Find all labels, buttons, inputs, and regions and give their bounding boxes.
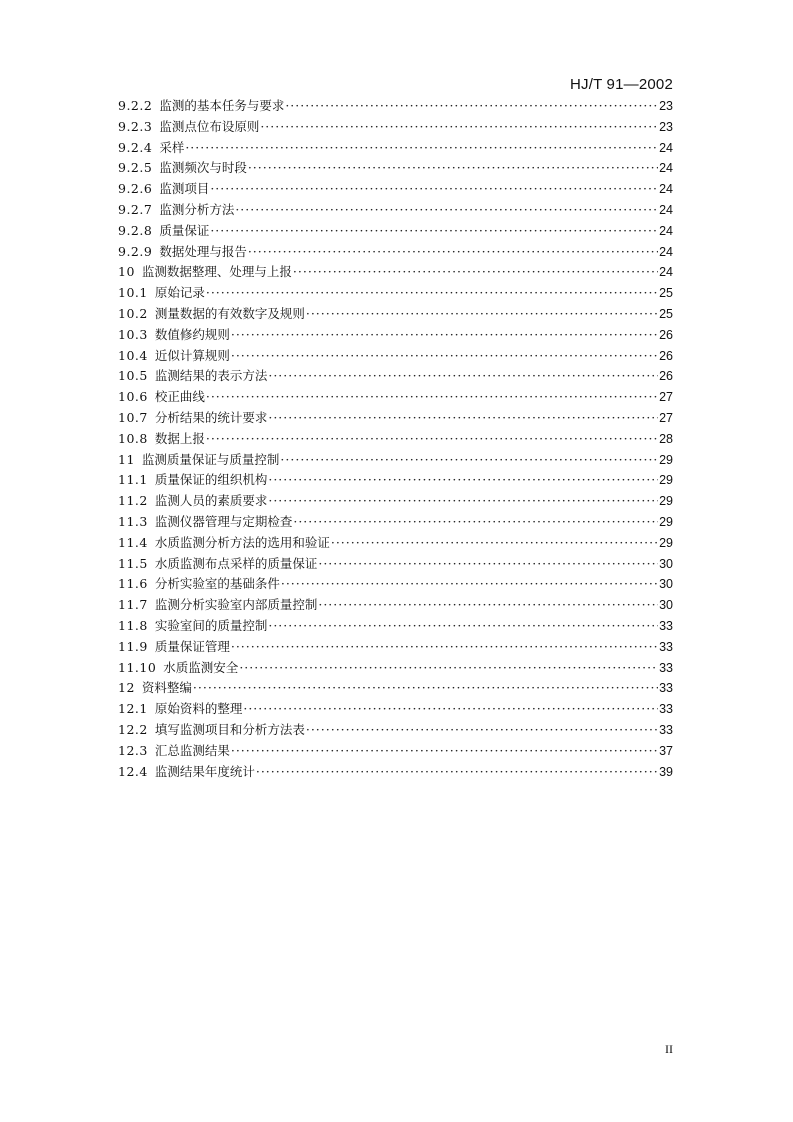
toc-entry-number: 9.2.9 <box>118 243 153 259</box>
toc-entry-title: 测量数据的有效数字及规则 <box>154 305 305 321</box>
toc-entry-title: 监测的基本任务与要求 <box>159 98 285 113</box>
toc-dot-leader <box>206 387 658 408</box>
toc-entry-number: 10.4 <box>118 347 148 363</box>
toc-entry-number: 12.1 <box>118 701 148 717</box>
toc-entry-page: 28 <box>659 431 673 446</box>
toc-entry-number: 11.8 <box>118 617 148 633</box>
toc-entry-number: 11.3 <box>118 513 148 529</box>
toc-entry-title: 分析实验室的基础条件 <box>154 576 280 592</box>
toc-entry-page: 24 <box>659 161 673 176</box>
toc-entry-page: 24 <box>659 265 673 280</box>
toc-entry[interactable] <box>118 637 673 658</box>
toc-entry-number: 12.4 <box>118 763 148 779</box>
toc-entry-number: 11.1 <box>118 472 148 488</box>
toc-entry-title: 汇总监测结果 <box>154 742 230 758</box>
toc-entry[interactable] <box>118 200 673 221</box>
toc-entry-title: 水质监测安全 <box>163 659 239 675</box>
toc-entry-number: 11.7 <box>118 597 148 613</box>
toc-entry[interactable] <box>118 554 673 575</box>
toc-entry-title: 采样 <box>159 139 185 155</box>
toc-entry-page: 24 <box>659 223 673 238</box>
toc-entry-title: 监测结果年度统计 <box>154 763 255 779</box>
toc-entry-title: 监测结果的表示方法 <box>154 368 268 384</box>
toc-entry-title: 监测仪器管理与定期检查 <box>154 513 293 529</box>
toc-dot-leader <box>206 429 658 450</box>
toc-entry-page: 23 <box>659 119 673 134</box>
toc-entry-number: 11 <box>118 451 135 467</box>
toc-entry-number: 11.6 <box>118 576 148 592</box>
toc-dot-leader <box>268 491 658 512</box>
toc-dot-leader <box>248 242 658 263</box>
toc-entry[interactable] <box>118 304 673 325</box>
toc-entry-title: 数值修约规则 <box>154 326 230 342</box>
toc-entry-page: 33 <box>659 722 673 737</box>
toc-dot-leader <box>239 658 658 679</box>
toc-entry[interactable] <box>118 429 673 450</box>
toc-entry[interactable] <box>118 408 673 429</box>
toc-entry[interactable] <box>118 470 673 491</box>
toc-dot-leader <box>210 179 658 200</box>
toc-entry-page: 30 <box>659 598 673 613</box>
toc-entry[interactable] <box>118 491 673 512</box>
toc-entry[interactable] <box>118 616 673 637</box>
toc-dot-leader <box>260 117 658 138</box>
toc-entry-page: 33 <box>659 681 673 696</box>
toc-dot-leader <box>306 720 658 741</box>
toc-entry-title: 分析结果的统计要求 <box>154 409 268 425</box>
toc-entry[interactable] <box>118 533 673 554</box>
toc-entry-page: 26 <box>659 369 673 384</box>
toc-entry-number: 10.1 <box>118 285 148 301</box>
toc-dot-leader <box>231 325 658 346</box>
toc-entry[interactable] <box>118 283 673 304</box>
toc-entry-title: 监测频次与时段 <box>159 160 247 176</box>
toc-entry[interactable] <box>118 262 673 283</box>
toc-entry[interactable] <box>118 117 673 138</box>
toc-entry-number: 9.2.3 <box>118 118 153 134</box>
toc-dot-leader <box>268 366 658 387</box>
toc-entry-title: 数据上报 <box>154 430 205 446</box>
toc-entry[interactable] <box>118 720 673 741</box>
toc-entry[interactable] <box>118 346 673 367</box>
toc-dot-leader <box>280 450 658 471</box>
toc-entry-title: 水质监测分析方法的选用和验证 <box>154 534 330 550</box>
toc-entry-title: 数据处理与报告 <box>159 243 247 259</box>
toc-entry-number: 11.2 <box>118 493 148 509</box>
toc-entry[interactable] <box>118 366 673 387</box>
toc-entry-page: 30 <box>659 577 673 592</box>
toc-entry[interactable] <box>118 762 673 783</box>
toc-entry-title: 质量保证的组织机构 <box>154 472 268 488</box>
toc-dot-leader <box>185 138 658 159</box>
toc-entry-title: 监测分析方法 <box>159 201 235 217</box>
toc-entry-number: 9.2.2 <box>118 98 153 113</box>
toc-entry-page: 24 <box>659 140 673 155</box>
toc-entry[interactable] <box>118 512 673 533</box>
toc-entry-title: 原始资料的整理 <box>154 701 243 717</box>
toc-entry-page: 33 <box>659 618 673 633</box>
toc-entry-title: 原始记录 <box>154 285 205 301</box>
toc-entry-number: 9.2.4 <box>118 139 153 155</box>
toc-entry-title: 监测分析实验室内部质量控制 <box>154 597 318 613</box>
toc-entry-number: 11.4 <box>118 534 148 550</box>
toc-entry-number: 9.2.8 <box>118 222 153 238</box>
toc-entry-title: 实验室间的质量控制 <box>154 617 268 633</box>
toc-entry-page: 27 <box>659 390 673 405</box>
toc-entry-number: 9.2.5 <box>118 160 153 176</box>
toc-entry-title: 监测项目 <box>159 181 210 197</box>
toc-entry-title: 水质监测布点采样的质量保证 <box>154 555 318 571</box>
toc-entry-page: 33 <box>659 639 673 654</box>
toc-entry[interactable] <box>118 158 673 179</box>
toc-dot-leader <box>231 741 658 762</box>
toc-entry[interactable] <box>118 242 673 263</box>
toc-entry[interactable] <box>118 387 673 408</box>
toc-entry-number: 12.3 <box>118 742 148 758</box>
toc-entry[interactable] <box>118 179 673 200</box>
toc-dot-leader <box>293 262 658 283</box>
toc-dot-leader <box>235 200 658 221</box>
toc-entry-page: 24 <box>659 244 673 259</box>
toc-entry-page: 33 <box>659 660 673 675</box>
toc-entry-title: 填写监测项目和分析方法表 <box>154 721 305 737</box>
toc-entry-number: 10 <box>118 264 135 280</box>
toc-entry-page: 26 <box>659 327 673 342</box>
toc-dot-leader <box>243 699 658 720</box>
toc-entry-page: 26 <box>659 348 673 363</box>
toc-dot-leader <box>281 574 658 595</box>
toc-entry-number: 10.3 <box>118 326 148 342</box>
toc-entry-page: 25 <box>659 286 673 301</box>
toc-entry-number: 10.5 <box>118 368 148 384</box>
toc-entry[interactable] <box>118 96 673 117</box>
toc-entry-title: 质量保证管理 <box>154 638 230 654</box>
toc-entry[interactable] <box>118 450 673 471</box>
toc-entry-title: 近似计算规则 <box>154 347 230 363</box>
toc-entry-page: 24 <box>659 202 673 217</box>
toc-dot-leader <box>248 158 658 179</box>
toc-entry-page: 24 <box>659 182 673 197</box>
toc-entry-number: 12 <box>118 680 135 696</box>
toc-entry-title: 监测人员的素质要求 <box>154 493 268 509</box>
toc-entry-number: 11.10 <box>118 659 157 675</box>
toc-entry-number: 12.2 <box>118 721 148 737</box>
toc-dot-leader <box>231 637 658 658</box>
toc-dot-leader <box>318 595 658 616</box>
toc-dot-leader <box>193 678 658 699</box>
toc-entry[interactable] <box>118 574 673 595</box>
toc-entry-page: 30 <box>659 556 673 571</box>
toc-entry[interactable] <box>118 699 673 720</box>
toc-dot-leader <box>293 512 658 533</box>
toc-entry-page: 29 <box>659 514 673 529</box>
toc-dot-leader <box>210 221 658 242</box>
toc-entry-page: 23 <box>659 99 673 113</box>
toc-dot-leader <box>306 304 658 325</box>
toc-entry-number: 10.2 <box>118 305 148 321</box>
toc-entry-page: 39 <box>659 764 673 779</box>
toc-entry[interactable] <box>118 678 673 699</box>
toc-entry-title: 质量保证 <box>159 222 210 238</box>
toc-entry-page: 29 <box>659 473 673 488</box>
toc-dot-leader <box>206 283 658 304</box>
toc-dot-leader <box>268 408 658 429</box>
toc-dot-leader <box>318 554 658 575</box>
toc-entry-page: 29 <box>659 494 673 509</box>
toc-dot-leader <box>285 96 658 117</box>
toc-entry-number: 9.2.6 <box>118 181 153 197</box>
toc-dot-leader <box>231 346 658 367</box>
toc-entry-page: 33 <box>659 702 673 717</box>
toc-entry-number: 11.9 <box>118 638 148 654</box>
toc-entry-number: 10.7 <box>118 409 148 425</box>
toc-entry[interactable] <box>118 221 673 242</box>
toc-entry[interactable] <box>118 325 673 346</box>
toc-entry-title: 监测质量保证与质量控制 <box>141 451 280 467</box>
toc-dot-leader <box>256 762 658 783</box>
standard-code-header: HJ/T 91—2002 <box>569 76 673 93</box>
toc-entry-page: 29 <box>659 535 673 550</box>
toc-entry-number: 10.6 <box>118 389 148 405</box>
toc-entry-title: 监测点位布设原则 <box>159 118 260 134</box>
toc-dot-leader <box>268 616 658 637</box>
toc-entry-number: 9.2.7 <box>118 201 153 217</box>
page-number: II <box>665 1042 673 1056</box>
toc-dot-leader <box>331 533 658 554</box>
table-of-contents <box>118 96 673 782</box>
toc-entry-title: 资料整编 <box>141 680 192 696</box>
toc-entry[interactable] <box>118 741 673 762</box>
toc-entry[interactable] <box>118 138 673 159</box>
toc-entry-title: 校正曲线 <box>154 389 205 405</box>
toc-entry-page: 37 <box>659 743 673 758</box>
toc-entry-page: 29 <box>659 452 673 467</box>
toc-entry-number: 10.8 <box>118 430 148 446</box>
toc-entry-number: 11.5 <box>118 555 148 571</box>
toc-entry[interactable] <box>118 595 673 616</box>
toc-entry-page: 27 <box>659 410 673 425</box>
toc-dot-leader <box>268 470 658 491</box>
toc-entry-title: 监测数据整理、处理与上报 <box>141 264 292 280</box>
toc-entry[interactable] <box>118 658 673 679</box>
toc-entry-page: 25 <box>659 306 673 321</box>
